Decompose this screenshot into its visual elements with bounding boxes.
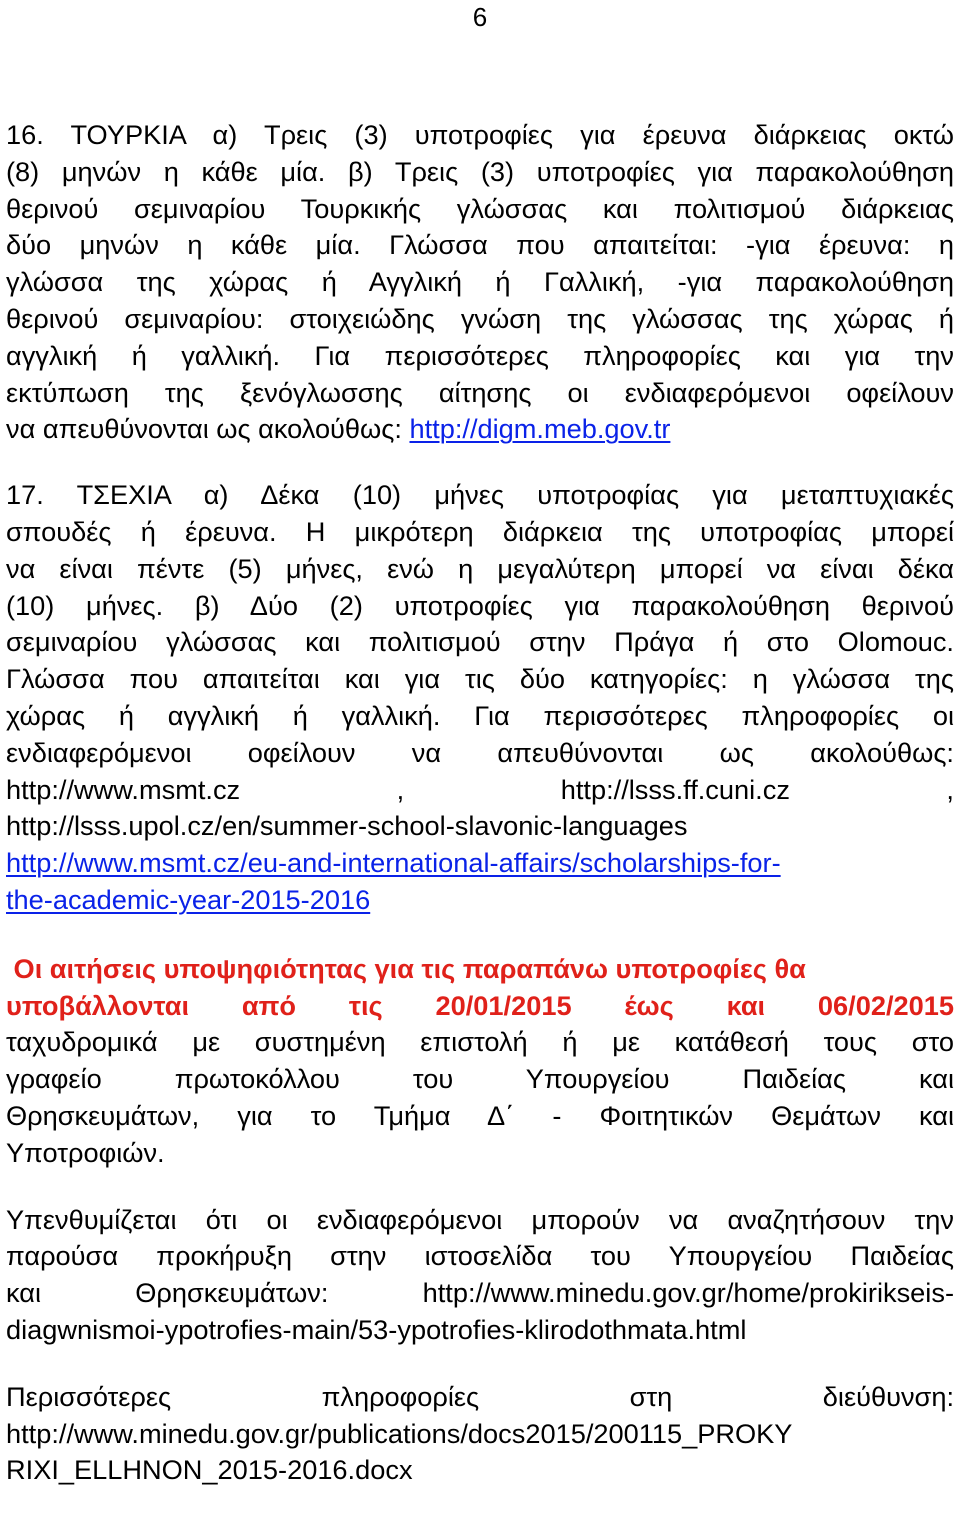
- notice-highlight-line: υποβάλλονται από τις 20/01/2015 έως και 06/02/2015: [6, 989, 954, 1021]
- paragraph-line: Γλώσσα που απαιτείται και για τις δύο κατηγορίες: η γλώσσα της: [6, 663, 954, 695]
- section-17-czech: [6, 477, 954, 919]
- paragraph-line: ενδιαφερόμενοι οφείλουν να απευθύνονται ως ακολούθως:: [6, 736, 954, 768]
- document-body: [6, 117, 954, 1489]
- spacer: [6, 919, 954, 951]
- czech-scholarships-link[interactable]: http://www.msmt.cz/eu-and-international-affairs/scholarships-for-: [6, 847, 781, 879]
- paragraph-line: [6, 845, 954, 882]
- spacer: [6, 1349, 954, 1379]
- czech-scholarships-link-continued[interactable]: the-academic-year-2015-2016: [6, 883, 371, 915]
- paragraph-line: Περισσότερες πληροφορίες στη διεύθυνση:: [6, 1380, 954, 1412]
- paragraph-line: 17. ΤΣΕΧΙΑ α) Δέκα (10) μήνες υποτροφίας για μεταπτυχιακές: [6, 479, 954, 511]
- paragraph-line: παρούσα προκήρυξη στην ιστοσελίδα του Υπουργείου Παιδείας: [6, 1240, 954, 1272]
- paragraph-line: Υποτροφιών.: [6, 1136, 165, 1168]
- paragraph-line: ταχυδρομικά με συστημένη επιστολή ή με κατάθεσή τους στο: [6, 1026, 954, 1058]
- paragraph-line: σπουδές ή έρευνα. Η μικρότερη διάρκεια της υποτροφίας μπορεί: [6, 515, 954, 547]
- paragraph-line: http://www.minedu.gov.gr/publications/docs2015/200115_PROKY: [6, 1417, 793, 1449]
- paragraph-line: (8) μηνών η κάθε μία. β) Τρεις (3) υποτροφίες για παρακολούθηση: [6, 155, 954, 187]
- paragraph-line: σεμιναρίου γλώσσας και πολιτισμού στην Πράγα ή στο Olomouc.: [6, 626, 954, 658]
- paragraph-line: και Θρησκευμάτων: http://www.minedu.gov.gr/home/prokirikseis-: [6, 1277, 954, 1309]
- paragraph-line: χώρας ή αγγλική ή γαλλική. Για περισσότερες πληροφορίες οι: [6, 699, 954, 731]
- paragraph-line: αγγλική ή γαλλική. Για περισσότερες πληροφορίες και για την: [6, 339, 954, 371]
- paragraph-line: Υπενθυμίζεται ότι οι ενδιαφερόμενοι μπορούν να αναζητήσουν την: [6, 1203, 954, 1235]
- page-number: 6: [472, 2, 488, 32]
- paragraph-line: [6, 411, 954, 448]
- paragraph-line: diagwnismoi-ypotrofies-main/53-ypotrofies-klirodothmata.html: [6, 1313, 747, 1345]
- more-info-paragraph: [6, 1379, 954, 1489]
- turkey-ministry-link[interactable]: http://digm.meb.gov.tr: [409, 413, 671, 445]
- paragraph-line: θερινού σεμιναρίου: στοιχειώδης γνώση της γλώσσας της χώρας ή: [6, 302, 954, 334]
- section-16-turkey: [6, 117, 954, 448]
- paragraph-line: να είναι πέντε (5) μήνες, ενώ η μεγαλύτερη μπορεί να είναι δέκα: [6, 552, 954, 584]
- paragraph-line: (10) μήνες. β) Δύο (2) υποτροφίες για παρακολούθηση θερινού: [6, 589, 954, 621]
- paragraph-line: γραφείο πρωτοκόλλου του Υπουργείου Παιδείας και: [6, 1063, 954, 1095]
- notice-highlight-line: Οι αιτήσεις υποψηφιότητας για τις παραπάνω υποτροφίες θα: [6, 952, 806, 984]
- spacer: [6, 448, 954, 477]
- paragraph-line: δύο μηνών η κάθε μία. Γλώσσα που απαιτείται: -για έρευνα: η: [6, 229, 954, 261]
- paragraph-line: http://www.msmt.cz , http://lsss.ff.cuni.cz ,: [6, 773, 954, 805]
- spacer: [6, 1172, 954, 1202]
- paragraph-line: γλώσσα της χώρας ή Αγγλική ή Γαλλική, -για παρακολούθηση: [6, 266, 954, 298]
- paragraph-text: να απευθύνονται ως ακολούθως:: [6, 413, 410, 445]
- paragraph-line: 16. ΤΟΥΡΚΙΑ α) Τρεις (3) υποτροφίες για έρευνα διάρκειας οκτώ: [6, 119, 954, 150]
- paragraph-line: εκτύπωση της ξενόγλωσσης αίτησης οι ενδιαφερόμενοι οφείλουν: [6, 376, 954, 408]
- paragraph-line: Θρησκευμάτων, για το Τμήμα Δ΄ - Φοιτητικών Θεμάτων και: [6, 1099, 954, 1131]
- reminder-paragraph: [6, 1202, 954, 1349]
- application-notice: [6, 951, 954, 1172]
- paragraph-line: http://lsss.upol.cz/en/summer-school-slavonic-languages: [6, 810, 688, 842]
- paragraph-line: RIXI_ELLHNON_2015-2016.docx: [6, 1454, 413, 1486]
- paragraph-line: [6, 882, 954, 919]
- paragraph-line: θερινού σεμιναρίου Τουρκικής γλώσσας και πολιτισμού διάρκειας: [6, 192, 954, 224]
